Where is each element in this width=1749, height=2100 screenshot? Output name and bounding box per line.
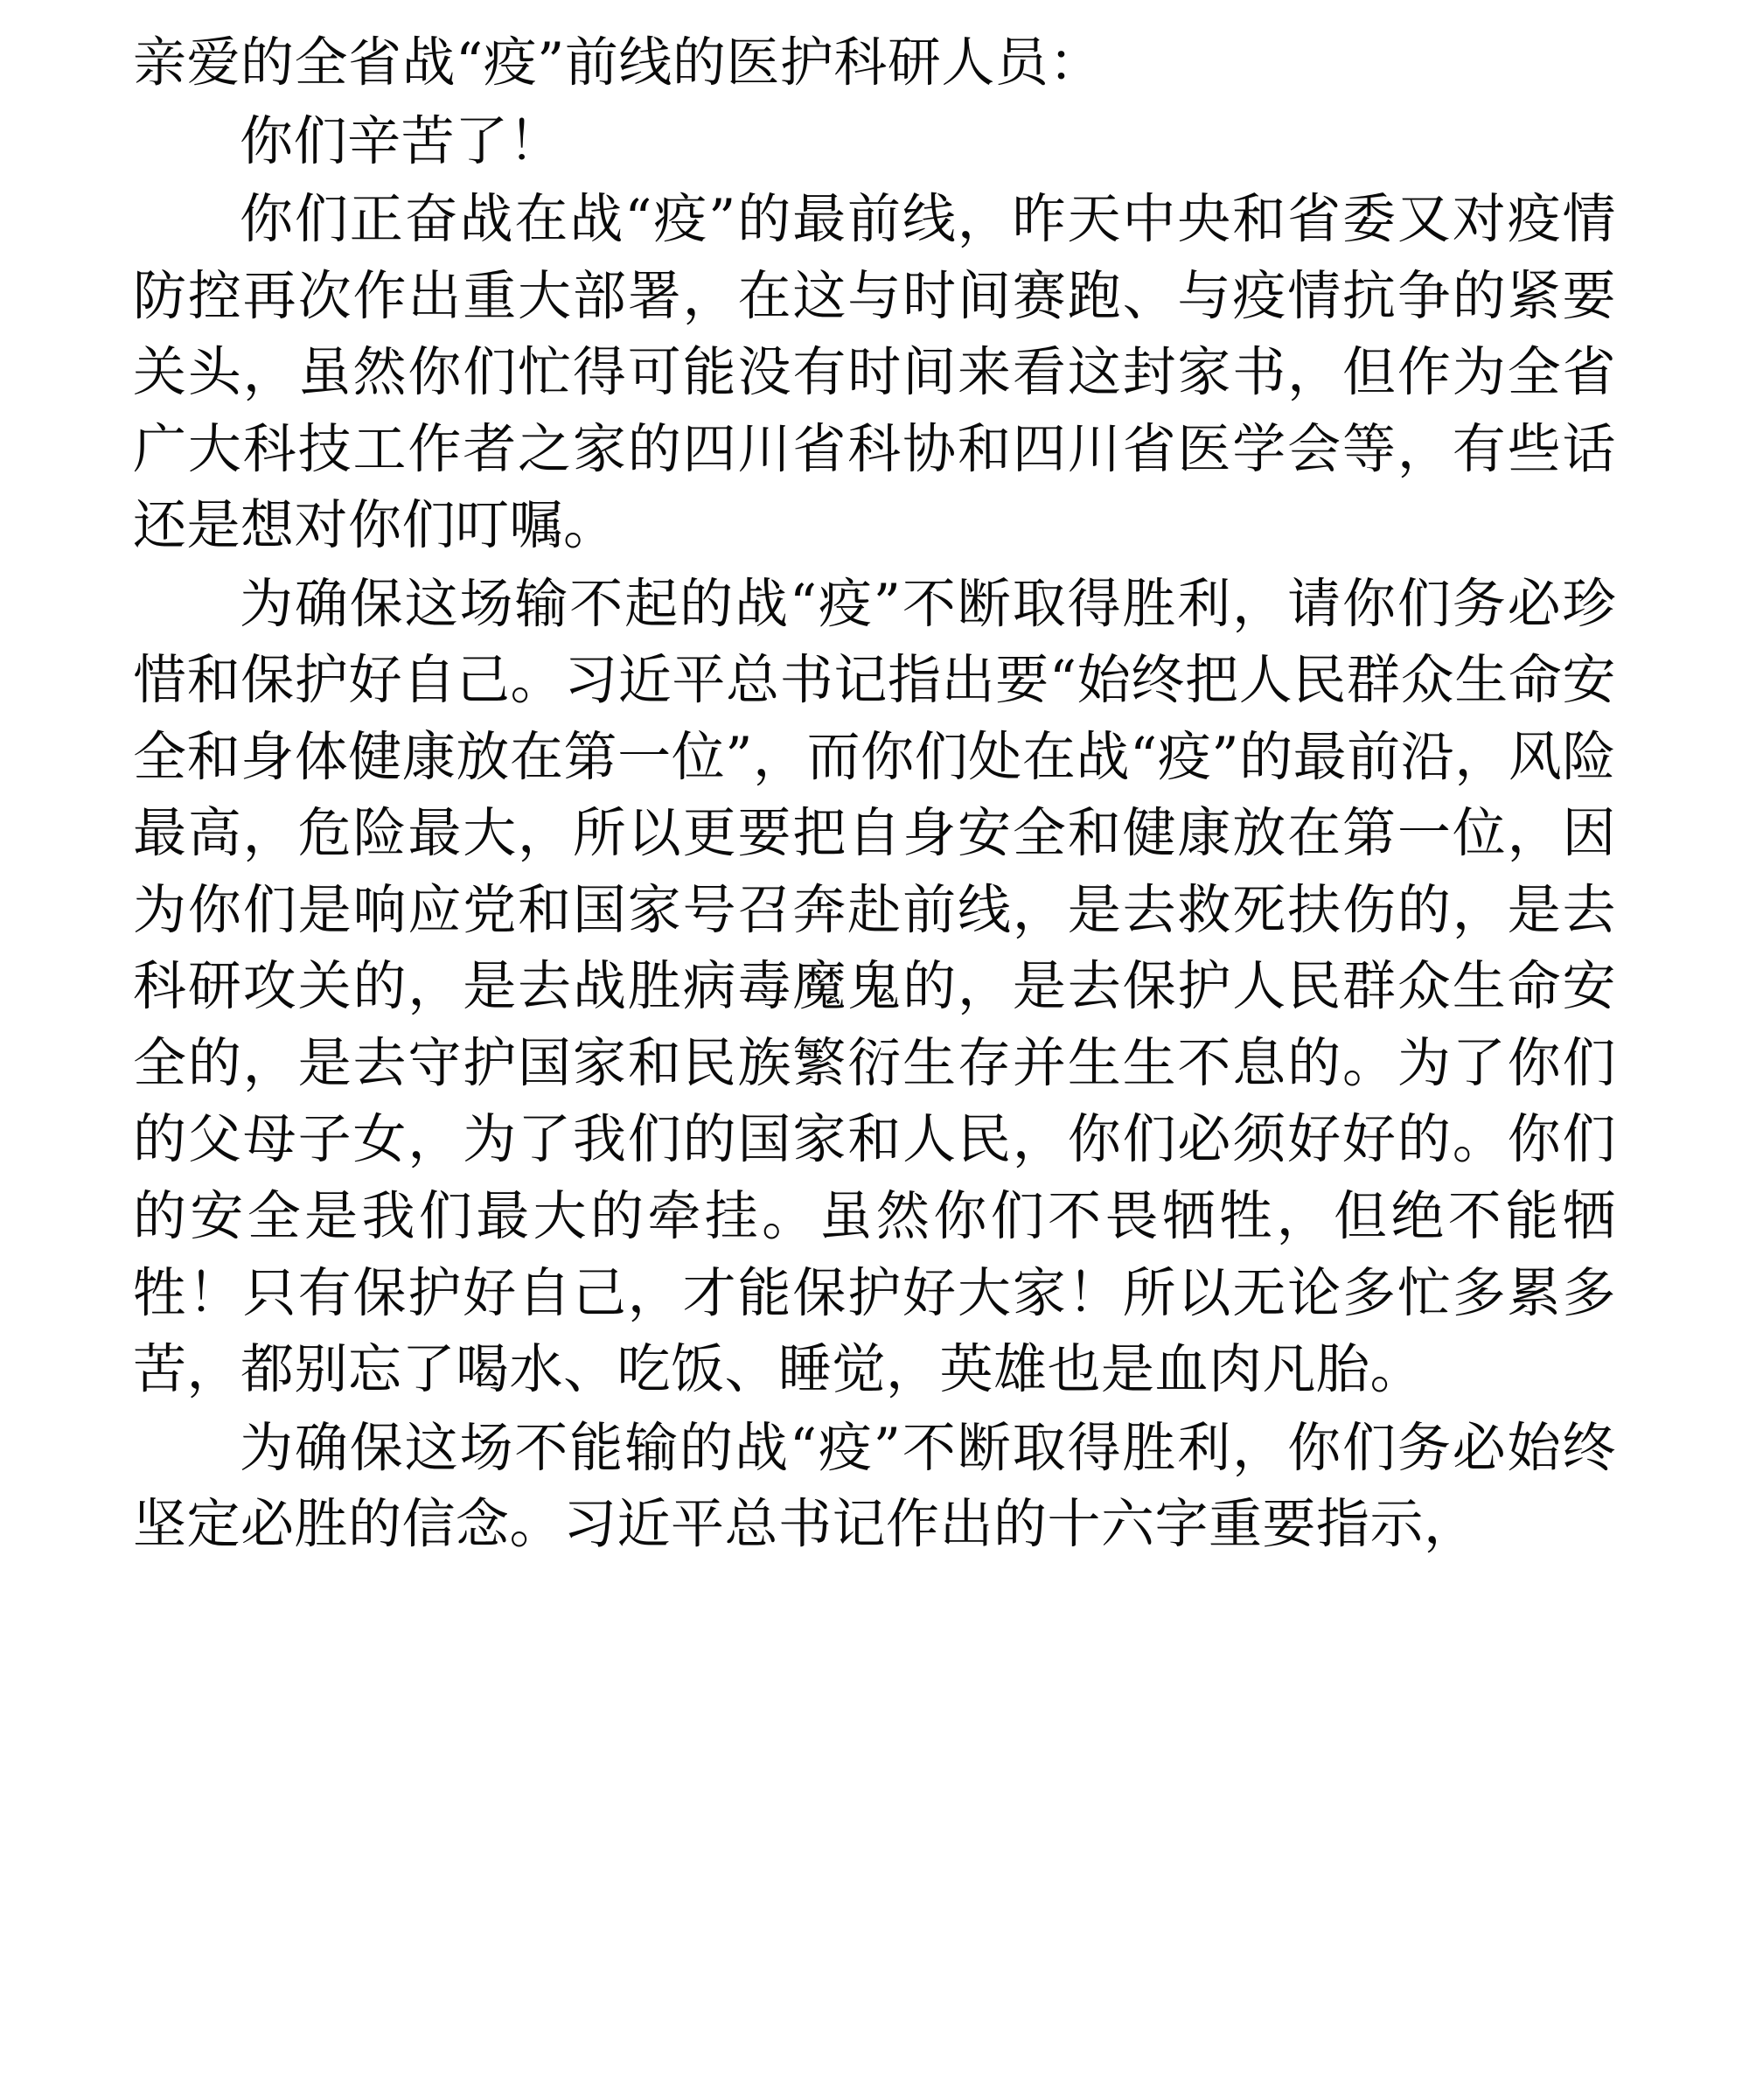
- salutation-line: 亲爱的全省战“疫”前线的医护科研人员：: [133, 31, 1103, 94]
- body-paragraph-3: 为确保这场不能输的战“疫”不断取得胜利，你们务必始终坚定必胜的信念。习近平总书记作出的十六字重要指示，: [133, 1416, 1616, 1556]
- body-paragraph-2: 为确保这场输不起的战“疫”不断取得胜利，请你们务必珍惜和保护好自己。习近平总书记指出要“始终把人民群众生命安全和身体健康放在第一位”，而你们处在战“疫”的最前沿，风险最高，危险最大，所以更要把自身安全和健康放在第一位，因为你们是响应党和国家号召奔赴前线，是去救死扶伤的，是去科研攻关的，是去战胜病毒魔鬼的，是去保护人民群众生命安全的，是去守护国家和民族繁衍生存并生生不息的。为了你们的父母子女，为了我们的国家和人民，你们必须好好的。你们的安全是我们最大的牵挂。虽然你们不畏牺牲，但绝不能牺牲！只有保护好自己，才能保护好大家！所以无论多忙多累多苦，都别忘了喝水、吃饭、睡觉，英雄也是血肉凡胎。: [133, 572, 1616, 1401]
- document-body: [133, 24, 1616, 1563]
- body-paragraph-1: 你们正奋战在战“疫”的最前线，昨天中央和省委又对疫情防控再次作出重大部署，在这与时间赛跑、与疫情抗争的紧要关头，虽然你们忙得可能没有时间来看这封家书，但作为全省广大科技工作者之家的四川省科协和四川省医学会等，有些话还是想对你们叮嘱。: [133, 188, 1616, 557]
- greeting-paragraph: 你们辛苦了！: [240, 109, 563, 172]
